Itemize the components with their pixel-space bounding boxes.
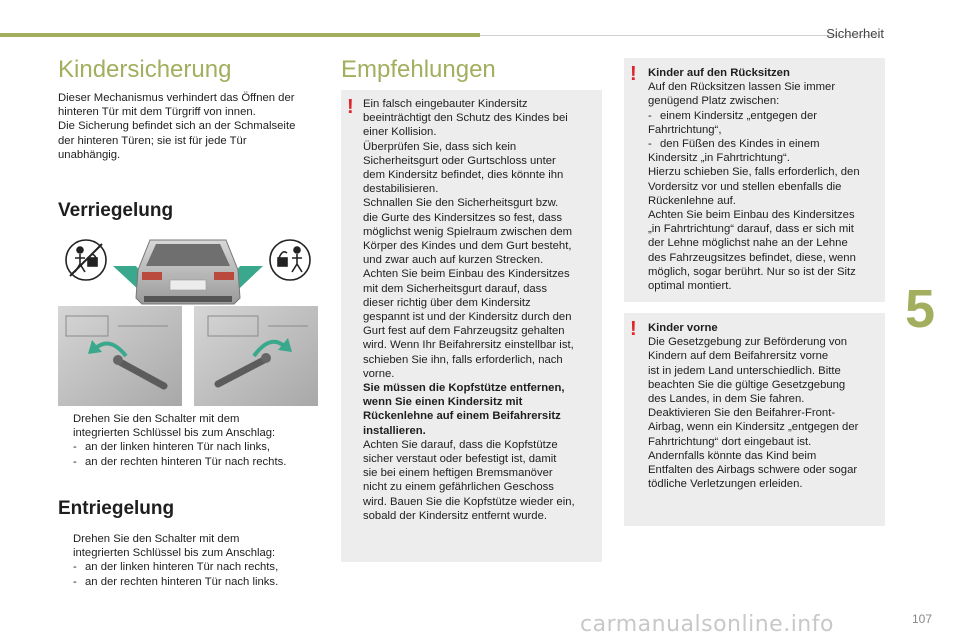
- front-children-text: [648, 321, 884, 491]
- text-line: Entfalten des Airbags schwere oder sogar: [648, 464, 858, 477]
- section-label: Sicherheit: [826, 26, 884, 41]
- text-line: Andernfalls könnte das Kind beim: [648, 449, 817, 462]
- text-line: einer Kollision.: [363, 126, 437, 139]
- bullet-text: Drehen Sie den Schalter mit dem: [73, 413, 240, 425]
- car-rear-icon: [136, 240, 240, 304]
- text-line: die Gurte des Kindersitzes so fest, dass: [363, 211, 563, 224]
- text-line: Rückenlehne auf einem Beifahrersitz: [363, 410, 561, 423]
- text-line: wird. Wenn Ihr Beifahrersitz einstellbar ist,: [363, 339, 574, 352]
- text-line: Achten Sie darauf, dass die Kopfstütze: [363, 438, 558, 451]
- text-line: Vordersitz vor und stellen ebenfalls die: [648, 180, 842, 193]
- list-item: - an der linken hinteren Tür nach links,: [73, 441, 271, 454]
- page-title: Kindersicherung: [58, 56, 232, 83]
- bullet-text: integrierten Schlüssel bis zum Anschlag:: [73, 427, 276, 440]
- text-line: Hierzu schieben Sie, falls erforderlich, den: [648, 166, 860, 179]
- text-line: mit dem Sicherheitsgurt darauf, dass: [363, 282, 547, 295]
- watermark: carmanualsonline.info: [580, 612, 834, 637]
- chapter-number: 5: [905, 279, 936, 339]
- text-line: Kindern auf dem Beifahrersitz vorne: [648, 350, 829, 363]
- unlocked-child-icon: [270, 240, 310, 280]
- heading-lock: Verriegelung: [58, 200, 174, 221]
- warning-icon: !: [347, 96, 354, 118]
- front-children-heading: Kinder vorne: [648, 322, 718, 334]
- text-line: möglich, sogar berührt. Nur so ist der Sitz: [648, 265, 856, 278]
- intro-line: Dieser Mechanismus verhindert das Öffnen der: [58, 92, 295, 104]
- text-line: Achten Sie beim Einbau des Kindersitzes: [363, 268, 570, 281]
- text-line: schieben Sie ihn, falls erforderlich, nach: [363, 353, 563, 366]
- text-line: wird. Bauen Sie die Kopfstütze wieder ein,: [363, 495, 575, 508]
- intro-line: hinteren Tür mit dem Türgriff von innen.: [58, 106, 256, 119]
- text-line: installieren.: [363, 424, 426, 437]
- text-line: und zwar auch auf kurzen Strecken.: [363, 254, 544, 267]
- intro-line: der hinteren Türen; sie ist für jede Tür: [58, 134, 247, 147]
- list-item: - an der rechten hinteren Tür nach rechts.: [73, 455, 287, 468]
- text-line: sobald der Kindersitz entfernt wurde.: [363, 509, 547, 522]
- list-item: - an der rechten hinteren Tür nach links.: [73, 575, 279, 588]
- locked-child-icon: [66, 240, 106, 280]
- unlock-instruction: [58, 532, 338, 589]
- text-line: wenn Sie einen Kindersitz mit: [363, 396, 523, 409]
- text-line: „in Fahrtrichtung“ darauf, dass er sich mit: [648, 223, 854, 236]
- text-line: der Lehne möglichst nahe an der Lehne: [648, 237, 848, 250]
- list-item: - den Füßen des Kindes in einem: [648, 138, 820, 151]
- text-line: sicher verstaut oder befestigt ist, damit: [363, 453, 557, 466]
- lock-instruction: [58, 412, 338, 469]
- text-line: Die Gesetzgebung zur Beförderung von: [648, 336, 848, 349]
- page-number: 107: [912, 612, 933, 626]
- rear-children-heading: Kinder auf den Rücksitzen: [648, 67, 790, 79]
- warning-icon: !: [630, 63, 637, 85]
- text-line: destabilisieren.: [363, 183, 439, 196]
- text-line: ist in jedem Land unterschiedlich. Bitte: [648, 364, 841, 377]
- bullet-text: Drehen Sie den Schalter mit dem: [73, 533, 240, 545]
- list-item: - an der linken hinteren Tür nach rechts,: [73, 561, 279, 574]
- text-line: optimal montiert.: [648, 280, 732, 293]
- text-line: Überprüfen Sie, dass sich kein: [363, 140, 517, 153]
- heading-unlock: Entriegelung: [58, 498, 175, 519]
- text-line: Sie müssen die Kopfstütze entfernen,: [363, 382, 565, 395]
- recommendations-text: [363, 97, 599, 523]
- recommendations-title: Empfehlungen: [341, 56, 496, 83]
- text-line: Sicherheitsgurt oder Gurtschloss unter: [363, 154, 556, 167]
- list-item: - einem Kindersitz „entgegen der: [648, 109, 817, 122]
- intro-text: [58, 91, 328, 162]
- text-line: dieser richtig über dem Kindersitz: [363, 296, 531, 309]
- intro-line: unabhängig.: [58, 148, 121, 161]
- text-line: Schnallen Sie den Sicherheitsgurt bzw.: [363, 197, 559, 210]
- child-lock-illustration: [58, 236, 318, 408]
- text-line: Rückenlehne auf.: [648, 194, 736, 207]
- text-line: gespannt ist und der Kindersitz durch den: [363, 311, 572, 324]
- text-line: beeinträchtigt den Schutz des Kindes bei: [363, 112, 568, 125]
- text-line: des Fahrzeugsitzes befindet, diese, wenn: [648, 251, 856, 264]
- text-line: Gurt fest auf dem Fahrzeugsitz gehalten: [363, 325, 565, 338]
- text-line: Airbag, wenn ein Kindersitz „entgegen der: [648, 421, 859, 434]
- header-accent-bar: [0, 33, 480, 37]
- text-line: beachten Sie die gültige Gesetzgebung: [648, 378, 846, 391]
- text-line: Körper des Kindes und dem Gurt besteht,: [363, 240, 572, 253]
- text-line: möglichst wenig Spielraum zwischen dem: [363, 225, 573, 238]
- text-line: des Landes, in dem Sie fahren.: [648, 393, 805, 406]
- text-line: nicht zu einem gefährlichen Geschoss: [363, 481, 554, 494]
- warning-icon: !: [630, 318, 637, 340]
- text-line: Ein falsch eingebauter Kindersitz: [363, 98, 528, 110]
- text-line: tödliche Verletzungen erleiden.: [648, 478, 803, 491]
- text-line: sie bei einem heftigen Bremsmanöver: [363, 467, 553, 480]
- text-line: Deaktivieren Sie den Beifahrer-Front-: [648, 407, 836, 420]
- rear-children-text: Kinder auf den Rücksitzen Auf den Rücksitzen lassen Sie immer genügend Platz zwischen: - einem Kindersitz „entgegen der Fahrtrichtung“, - den Füßen des Kindes in einem Kindersitz „in Fahrtrichtung“. Hierzu schieben Sie, falls erforderlich, den Vordersitz vor und stellen ebenfalls die Rückenlehne auf. Achten Sie beim Einbau des Kindersitzes „in Fahrtrichtung“ darauf, dass er sich mit der Lehne möglichst nahe an der Lehne des Fahrzeugsitzes befindet, diese, wenn möglich, sogar berührt. Nur so ist der Sitz optimal montiert.: [648, 66, 884, 293]
- text-line: dem Kindersitz befindet, dies könnte ihn: [363, 169, 564, 182]
- text-line: vorne.: [363, 367, 395, 380]
- text-line: Fahrtrichtung“ dort eingebaut ist.: [648, 435, 812, 448]
- intro-line: Die Sicherung befindet sich an der Schmalseite: [58, 120, 296, 133]
- text-line: Achten Sie beim Einbau des Kindersitzes: [648, 209, 855, 222]
- bullet-text: integrierten Schlüssel bis zum Anschlag:: [73, 547, 276, 560]
